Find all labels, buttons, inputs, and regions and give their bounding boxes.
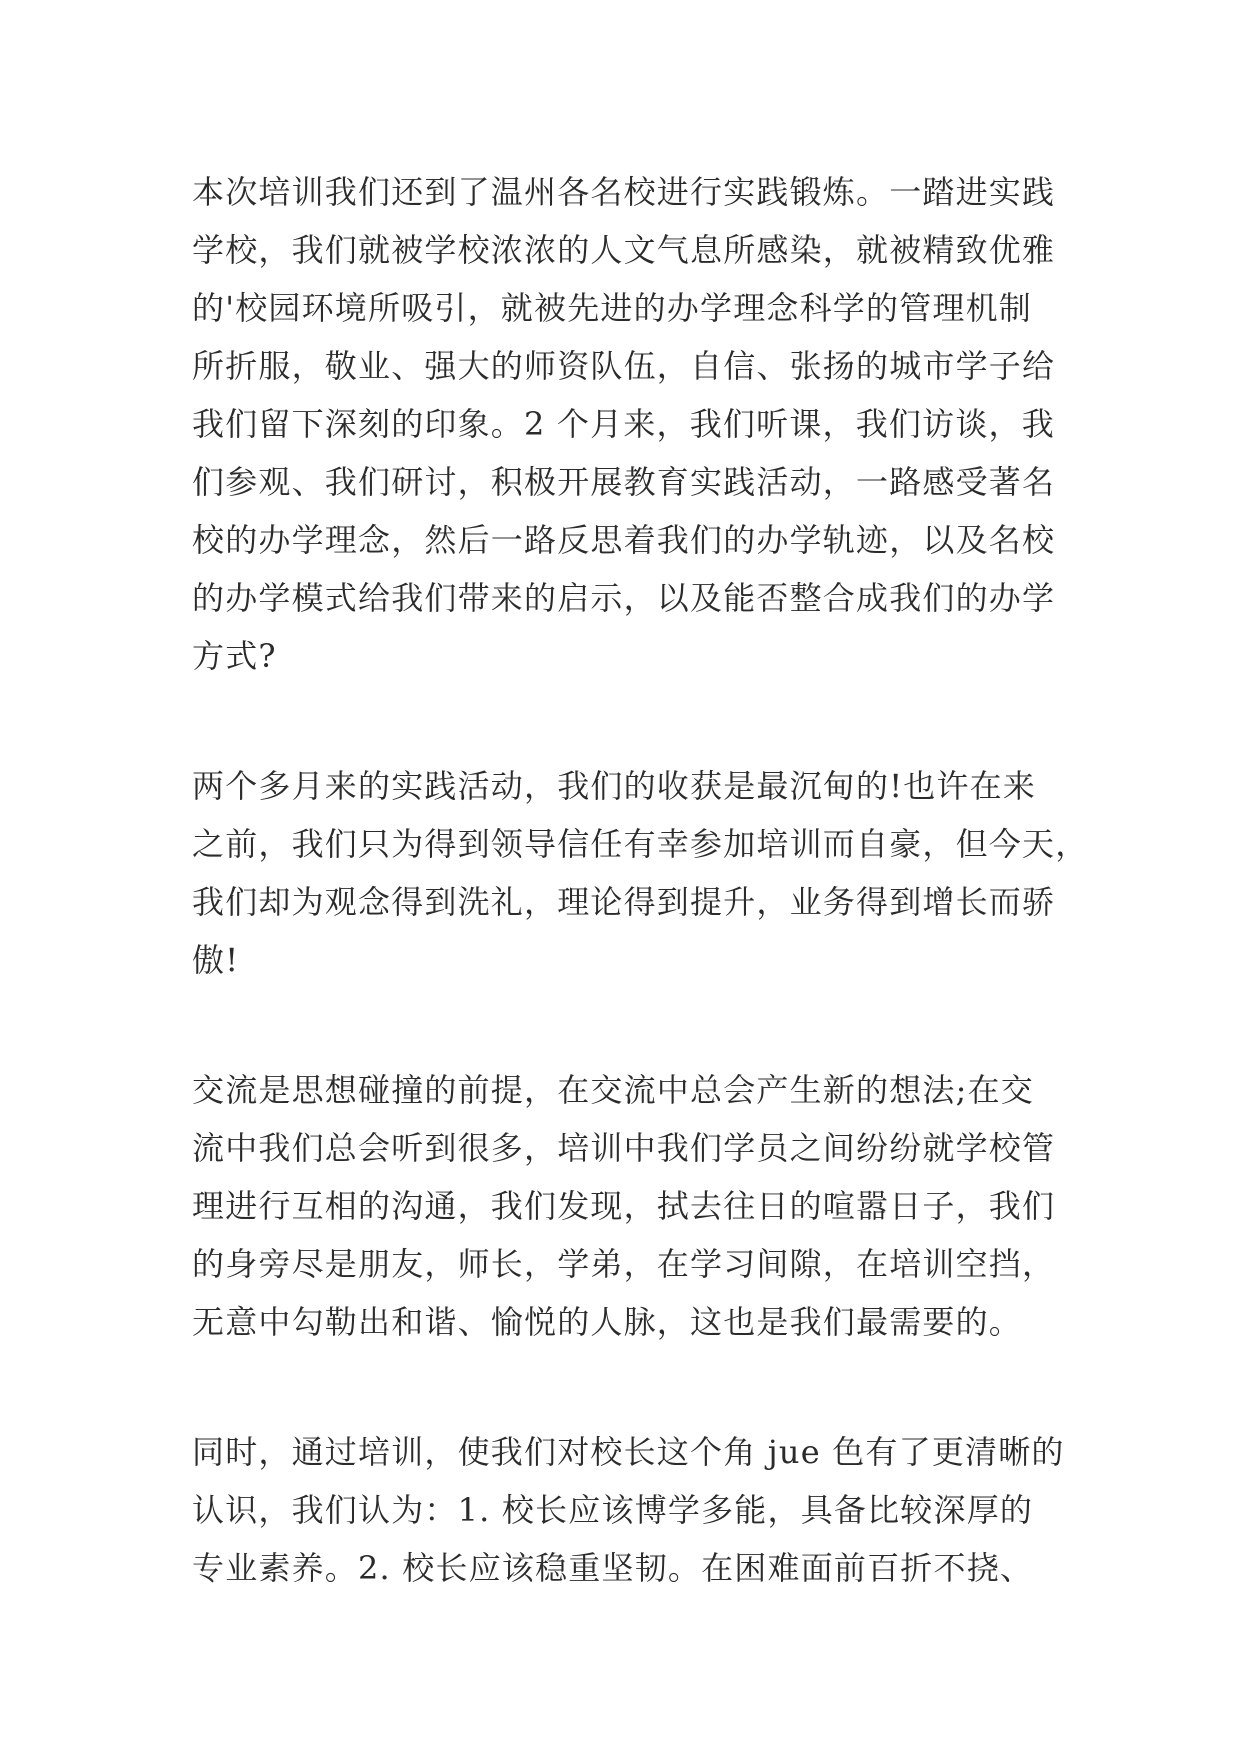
document-body [192,163,1089,1669]
text-line: 理进行互相的沟通，我们发现，拭去往日的喧嚣日子，我们 [192,1187,1056,1225]
text-line: 交流是思想碰撞的前提，在交流中总会产生新的想法;在交 [192,1071,1034,1109]
text-line: 校的办学理念，然后一路反思着我们的办学轨迹，以及名校 [192,521,1056,559]
text-line: 傲! [192,941,240,979]
text-line: 的'校园环境所吸引，就被先进的办学理念科学的管理机制 [192,289,1032,327]
text-line: 两个多月来的实践活动，我们的收获是最沉甸的!也许在来 [192,767,1037,805]
text-line: 本次培训我们还到了温州各名校进行实践锻炼。一踏进实践 [192,173,1056,211]
text-line: 的身旁尽是朋友，师长，学弟，在学习间隙，在培训空挡， [192,1245,1056,1283]
text-line: 的办学模式给我们带来的启示，以及能否整合成我们的办学 [192,579,1056,617]
paragraph-4 [192,1423,1072,1597]
text-line: 我们却为观念得到洗礼，理论得到提升，业务得到增长而骄 [192,883,1056,921]
paragraph-2 [192,757,1089,989]
text-line: 我们留下深刻的印象。2 个月来，我们听课，我们访谈，我 [192,405,1055,443]
text-line: 认识，我们认为：1. 校长应该博学多能，具备比较深厚的 [192,1491,1034,1529]
text-line: 无意中勾勒出和谐、愉悦的人脉，这也是我们最需要的。 [192,1303,1023,1341]
text-line: 所折服，敬业、强大的师资队伍，自信、张扬的城市学子给 [192,347,1056,385]
text-line: 同时，通过培训，使我们对校长这个角 jue 色有了更清晰的 [192,1433,1065,1471]
text-line: 方式? [192,637,277,675]
text-line: 们参观、我们研讨，积极开展教育实践活动，一路感受著名 [192,463,1056,501]
text-line: 专业素养。2. 校长应该稳重坚韧。在困难面前百折不挠、 [192,1549,1034,1587]
text-line: 之前，我们只为得到领导信任有幸参加培训而自豪，但今天， [192,825,1089,863]
text-line: 学校，我们就被学校浓浓的人文气息所感染，就被精致优雅 [192,231,1056,269]
paragraph-1 [192,163,1072,685]
paragraph-3 [192,1061,1072,1351]
text-line: 流中我们总会听到很多，培训中我们学员之间纷纷就学校管 [192,1129,1056,1167]
